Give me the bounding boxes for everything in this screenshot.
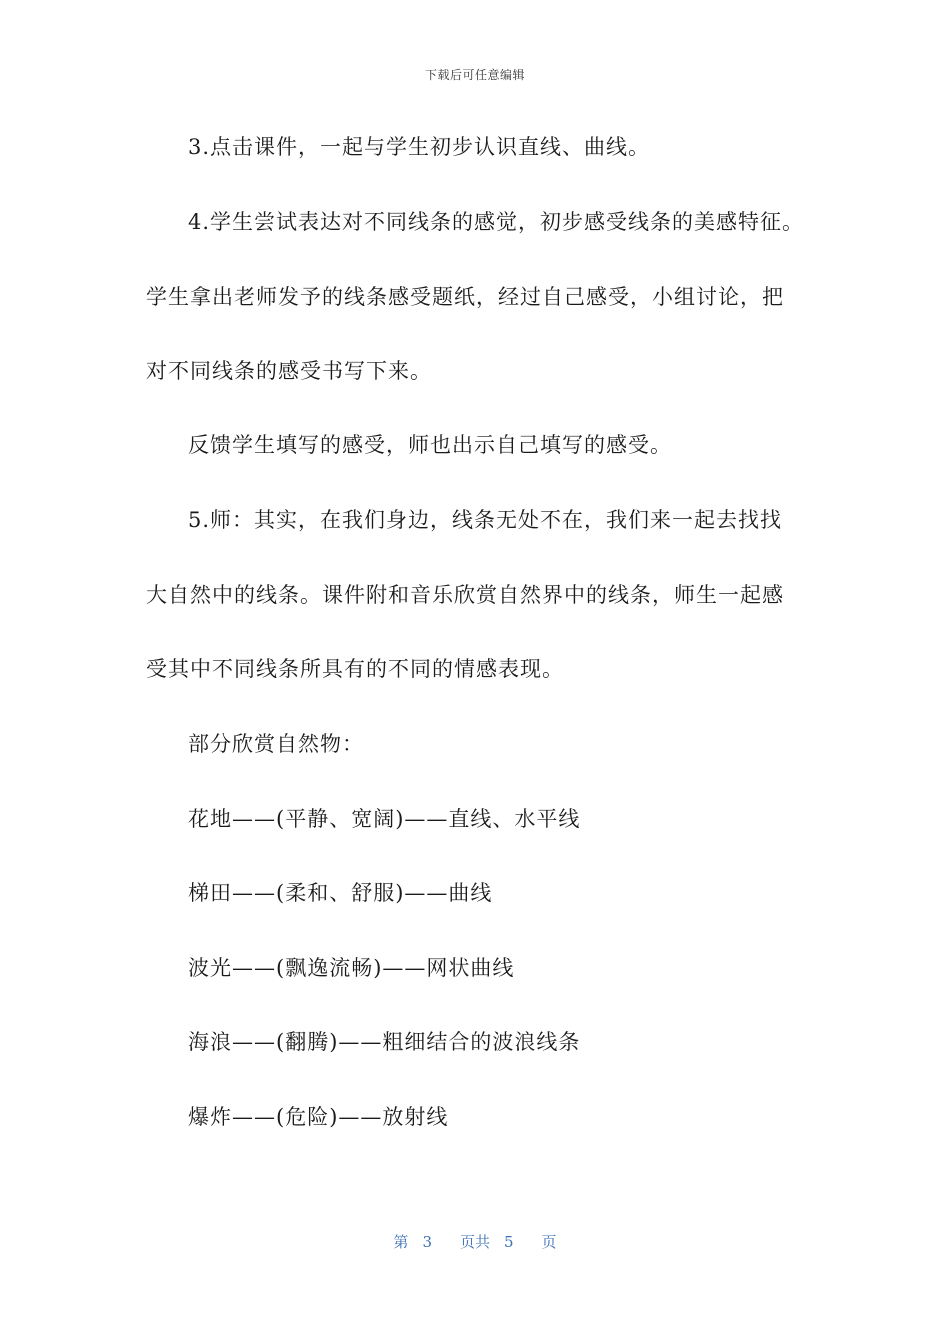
- paragraph-line: 4.学生尝试表达对不同线条的感觉，初步感受线条的美感特征。: [188, 210, 805, 234]
- page-footer: [0, 1231, 950, 1252]
- total-pages-number: 5: [504, 1233, 514, 1251]
- page-header: 下载后可任意编辑: [424, 68, 525, 82]
- list-item: 爆炸——(危险)——放射线: [188, 1105, 449, 1129]
- list-item: 海浪——(翻腾)——粗细结合的波浪线条: [188, 1030, 581, 1054]
- paragraph-line: 受其中不同线条所具有的不同的情感表现。: [146, 657, 564, 681]
- paragraph-line: 3.点击课件，一起与学生初步认识直线、曲线。: [188, 135, 651, 159]
- paragraph-line: 5.师：其实，在我们身边，线条无处不在，我们来一起去找找: [188, 508, 783, 532]
- list-item: 梯田——(柔和、舒服)——曲线: [188, 881, 493, 905]
- page-label-prefix: 第: [393, 1233, 409, 1251]
- page-label-middle: 页共: [459, 1233, 490, 1251]
- paragraph-line: 部分欣赏自然物：: [188, 732, 364, 756]
- current-page-number: 3: [422, 1233, 432, 1251]
- list-item: 花地——(平静、宽阔)——直线、水平线: [188, 807, 581, 831]
- paragraph-line: 反馈学生填写的感受，师也出示自己填写的感受。: [188, 433, 672, 457]
- paragraph-line: 对不同线条的感受书写下来。: [146, 359, 432, 383]
- list-item: 波光——(飘逸流畅)——网状曲线: [188, 956, 515, 980]
- page-label-suffix: 页: [541, 1233, 557, 1251]
- paragraph-line: 学生拿出老师发予的线条感受题纸，经过自己感受，小组讨论，把: [146, 285, 784, 309]
- paragraph-line: 大自然中的线条。课件附和音乐欣赏自然界中的线条，师生一起感: [146, 583, 784, 607]
